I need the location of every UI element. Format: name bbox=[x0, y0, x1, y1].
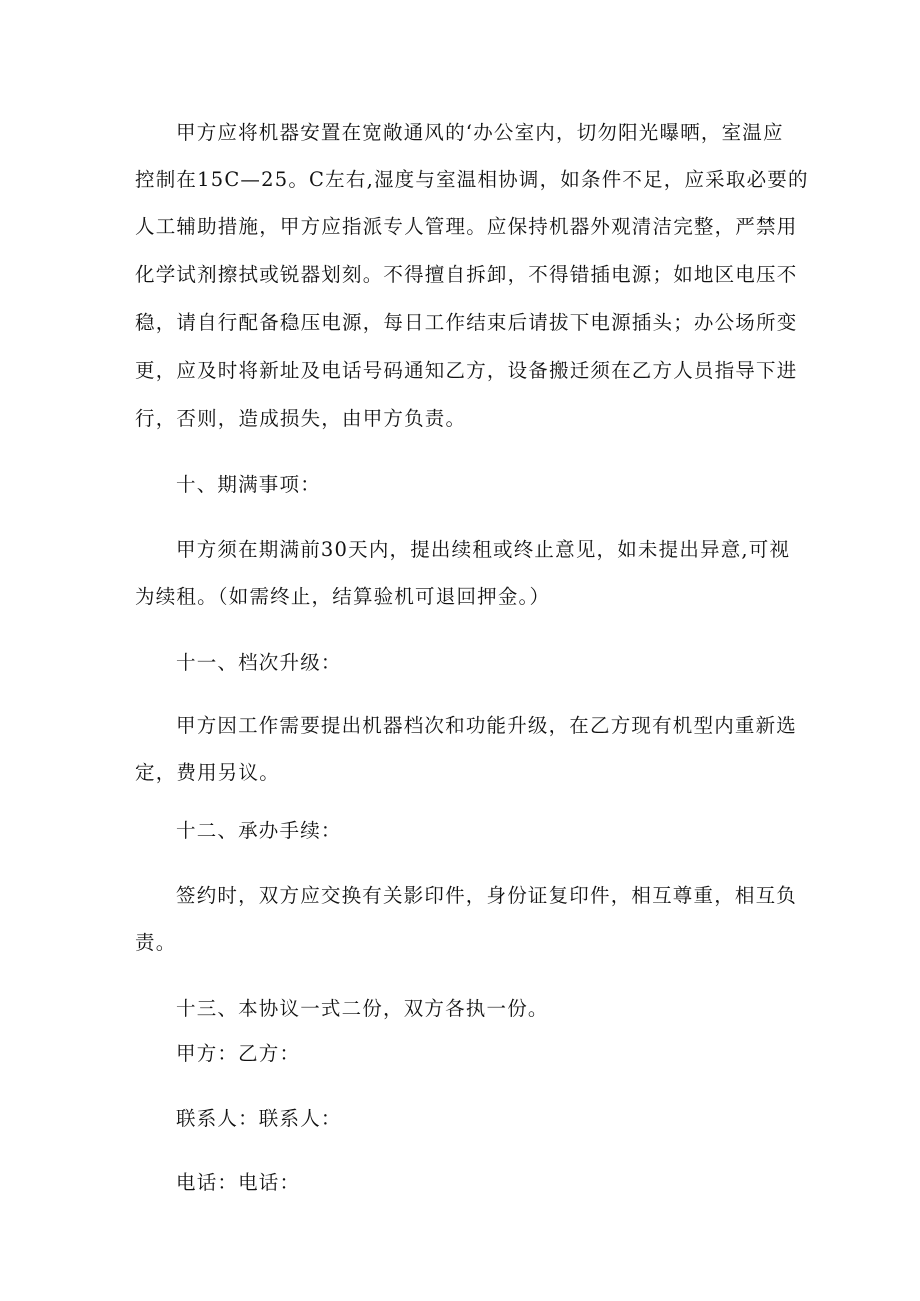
paragraph-line: 签约时，双方应交换有关影印件，身份证复印件，相互尊重，相互负 bbox=[176, 884, 798, 907]
section-heading: 十、期满事项： bbox=[176, 473, 321, 496]
paragraph-line: 行，否则，造成损失，由甲方负责。 bbox=[135, 407, 467, 430]
paragraph-line: 甲方因工作需要提出机器档次和功能升级，在乙方现有机型内重新选 bbox=[176, 714, 798, 737]
paragraph-line: 稳，请自行配备稳压电源，每日工作结束后请拔下电源插头；办公场所变 bbox=[135, 311, 798, 334]
paragraph-line: 甲方须在期满前30天内，提出续租或终止意见，如未提出异意,可视 bbox=[176, 538, 791, 561]
section-heading: 十三、本协议一式二份，双方各执一份。 bbox=[176, 997, 549, 1020]
paragraph-line: 控制在15C—25。C左右,湿度与室温相协调，如条件不足，应采取必要的 bbox=[135, 168, 809, 191]
section-heading: 十一、档次升级： bbox=[176, 651, 342, 674]
paragraph-line: 人工辅助措施，甲方应指派专人管理。应保持机器外观清洁完整，严禁用 bbox=[135, 215, 798, 238]
signature-parties: 甲方：乙方： bbox=[176, 1042, 301, 1065]
paragraph-line: 为续租。（如需终止，结算验机可退回押金。） bbox=[135, 585, 551, 608]
paragraph-line: 化学试剂擦拭或锐器划刻。不得擅自拆卸，不得错插电源；如地区电压不 bbox=[135, 263, 798, 286]
signature-phones: 电话：电话： bbox=[176, 1171, 301, 1194]
signature-contacts: 联系人：联系人： bbox=[176, 1107, 342, 1130]
paragraph-line: 更，应及时将新址及电话号码通知乙方，设备搬迁须在乙方人员指导下进 bbox=[135, 359, 798, 382]
paragraph-line: 定，费用另议。 bbox=[135, 761, 280, 784]
paragraph-line: 甲方应将机器安置在宽敞通风的‘办公室内，切勿阳光曝晒，室温应 bbox=[176, 121, 784, 144]
section-heading: 十二、承办手续： bbox=[176, 819, 342, 842]
paragraph-line: 责。 bbox=[135, 931, 177, 954]
